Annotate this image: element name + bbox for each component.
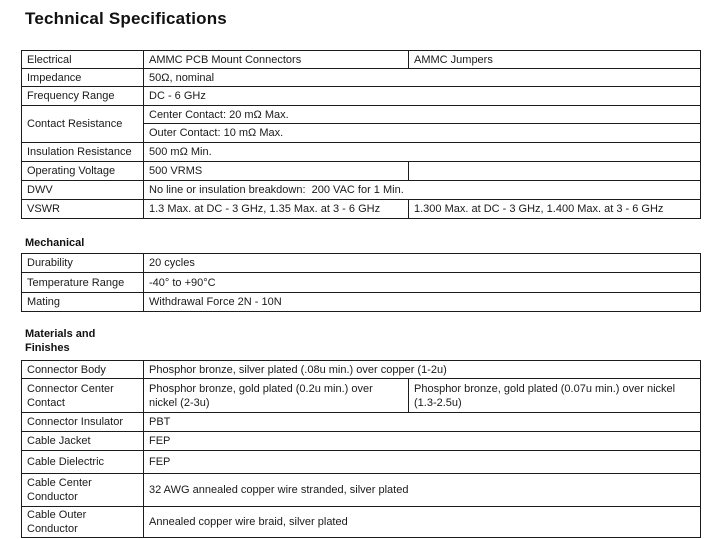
spec-value-cable-jacket: FEP xyxy=(144,432,701,451)
spec-value-cable-center-conductor: 32 AWG annealed copper wire stranded, silver plated xyxy=(144,474,701,507)
spec-label-temperature-range: Temperature Range xyxy=(22,273,144,293)
table-row xyxy=(22,162,701,181)
spec-label-insulation-resistance: Insulation Resistance xyxy=(22,143,144,162)
spec-value-vswr-jumpers: 1.300 Max. at DC - 3 GHz, 1.400 Max. at 3 - 6 GHz xyxy=(409,200,701,219)
table-row xyxy=(22,181,701,200)
spec-label-mating: Mating xyxy=(22,293,144,312)
spec-label-impedance: Impedance xyxy=(22,69,144,87)
spec-label-dwv: DWV xyxy=(22,181,144,200)
materials-table xyxy=(21,360,701,538)
table-row xyxy=(22,413,701,432)
spec-value-impedance: 50Ω, nominal xyxy=(144,69,701,87)
table-row xyxy=(22,69,701,87)
page-title: Technical Specifications xyxy=(25,9,227,28)
table-row xyxy=(22,254,701,273)
spec-label-frequency-range: Frequency Range xyxy=(22,87,144,106)
spec-value-cable-dielectric: FEP xyxy=(144,451,701,474)
spec-value-operating-voltage-pcb: 500 VRMS xyxy=(144,162,409,181)
spec-label-contact-resistance: Contact Resistance xyxy=(22,106,144,143)
spec-label-connector-center-contact: Connector Center Contact xyxy=(22,379,144,413)
table-row xyxy=(22,87,701,106)
spec-label-vswr: VSWR xyxy=(22,200,144,219)
table-row xyxy=(22,432,701,451)
electrical-header-row xyxy=(22,51,701,69)
section-heading-materials: Materials and Finishes xyxy=(25,328,96,354)
spec-label-cable-center-conductor: Cable Center Conductor xyxy=(22,474,144,507)
spec-value-temperature-range: -40° to +90°C xyxy=(144,273,701,293)
spec-label-connector-insulator: Connector Insulator xyxy=(22,413,144,432)
spec-value-cable-outer-conductor: Annealed copper wire braid, silver plated xyxy=(144,507,701,538)
spec-label-cable-dielectric: Cable Dielectric xyxy=(22,451,144,474)
spec-value-dwv: No line or insulation breakdown: 200 VAC for 1 Min. xyxy=(144,181,701,200)
spec-value-mating: Withdrawal Force 2N - 10N xyxy=(144,293,701,312)
electrical-table xyxy=(21,50,701,219)
spec-value-contact-resistance-outer: Outer Contact: 10 mΩ Max. xyxy=(144,124,701,143)
table-row xyxy=(22,143,701,162)
spec-label-connector-body: Connector Body xyxy=(22,361,144,379)
table-row xyxy=(22,106,701,124)
spec-label-cable-outer-conductor: Cable Outer Conductor xyxy=(22,507,144,538)
spec-value-frequency-range: DC - 6 GHz xyxy=(144,87,701,106)
section-heading-mechanical: Mechanical xyxy=(25,237,85,249)
spec-value-operating-voltage-jumpers xyxy=(409,162,701,181)
spec-value-connector-center-contact-pcb: Phosphor bronze, gold plated (0.2u min.) over nickel (2-3u) xyxy=(144,379,409,413)
spec-label-durability: Durability xyxy=(22,254,144,273)
table-row xyxy=(22,451,701,474)
section-heading-electrical: Electrical xyxy=(22,51,144,69)
spec-label-cable-jacket: Cable Jacket xyxy=(22,432,144,451)
spec-value-vswr-pcb: 1.3 Max. at DC - 3 GHz, 1.35 Max. at 3 - 6 GHz xyxy=(144,200,409,219)
table-row xyxy=(22,361,701,379)
column-header-jumpers: AMMC Jumpers xyxy=(409,51,701,69)
spec-value-durability: 20 cycles xyxy=(144,254,701,273)
table-row xyxy=(22,273,701,293)
column-header-pcb-connectors: AMMC PCB Mount Connectors xyxy=(144,51,409,69)
spec-label-operating-voltage: Operating Voltage xyxy=(22,162,144,181)
table-row xyxy=(22,200,701,219)
mechanical-table xyxy=(21,253,701,312)
spec-value-insulation-resistance: 500 mΩ Min. xyxy=(144,143,701,162)
spec-value-connector-center-contact-jumpers: Phosphor bronze, gold plated (0.07u min.) over nickel (1.3-2.5u) xyxy=(409,379,701,413)
table-row xyxy=(22,507,701,538)
spec-value-connector-insulator: PBT xyxy=(144,413,701,432)
spec-value-connector-body: Phosphor bronze, silver plated (.08u min.) over copper (1-2u) xyxy=(144,361,701,379)
table-row xyxy=(22,379,701,413)
table-row xyxy=(22,293,701,312)
table-row xyxy=(22,474,701,507)
spec-value-contact-resistance-center: Center Contact: 20 mΩ Max. xyxy=(144,106,701,124)
